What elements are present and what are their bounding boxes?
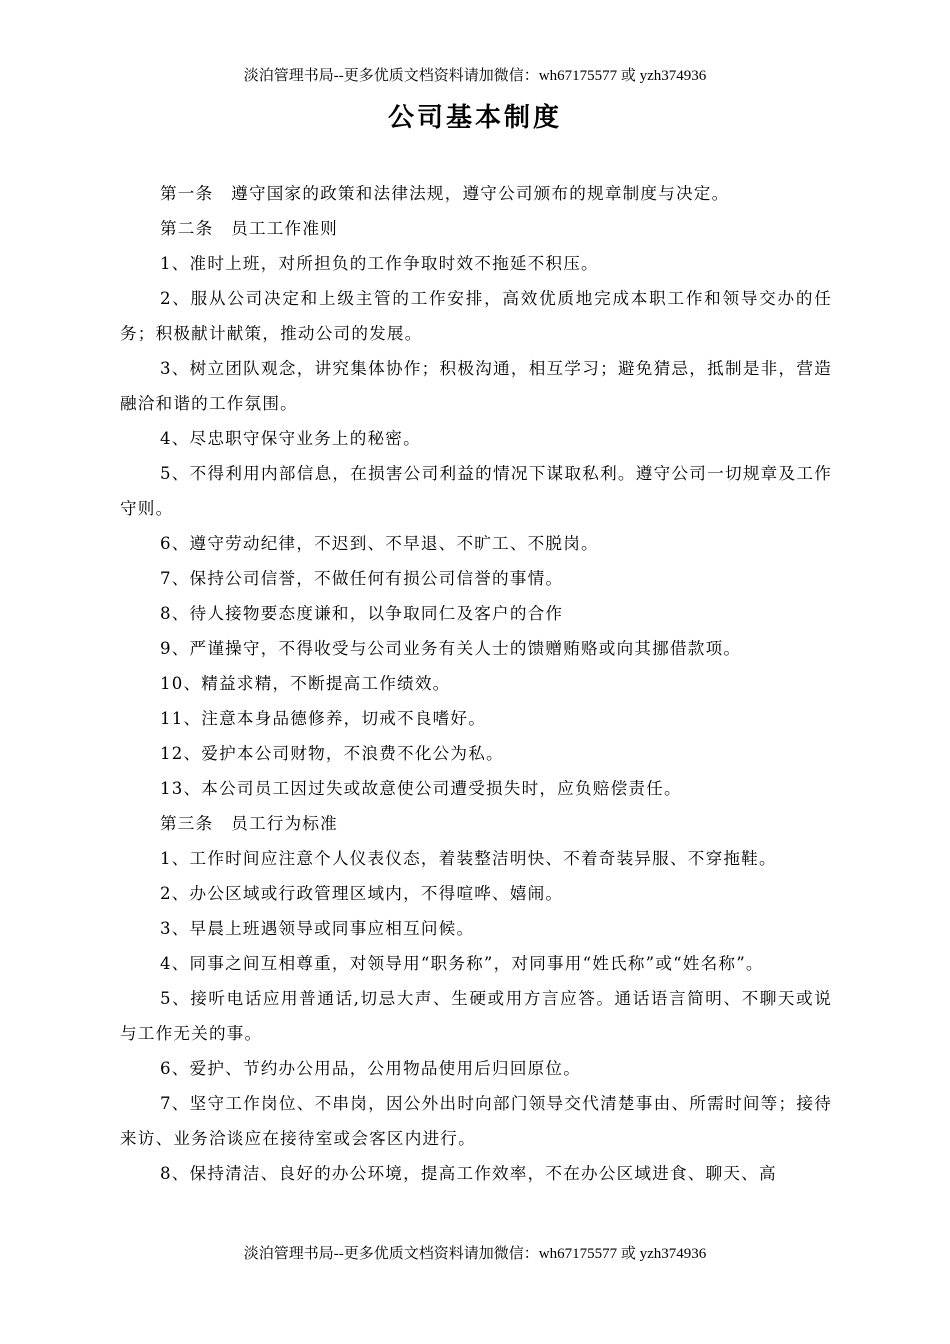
conduct-item: 8、保持清洁、良好的办公环境，提高工作效率，不在办公区域进食、聊天、高 [160,1164,777,1183]
article-3-heading: 第三条 员工行为标准 [160,814,338,833]
rule-item: 12、爱护本公司财物，不浪费不化公为私。 [160,744,504,763]
conduct-item: 3、早晨上班遇领导或同事应相互问候。 [160,919,475,938]
rule-item: 5、不得利用内部信息，在损害公司利益的情况下谋取私利。遵守公司一切规章及工作守则。 [120,464,832,518]
document-body [120,176,832,1191]
page-title: 公司基本制度 [387,103,562,133]
rule-item: 2、服从公司决定和上级主管的工作安排，高效优质地完成本职工作和领导交办的任务；积极献计献策，推动公司的发展。 [120,289,832,343]
rule-item: 11、注意本身品德修养，切戒不良嗜好。 [160,709,487,728]
rule-item: 8、待人接物要态度谦和，以争取同仁及客户的合作 [160,604,564,623]
rule-item: 13、本公司员工因过失或故意使公司遭受损失时，应负赔偿责任。 [160,779,682,798]
footer-note: 淡泊管理书局--更多优质文档资料请加微信：wh67175577 或 yzh374936 [243,1246,707,1262]
conduct-item: 5、接听电话应用普通话,切忌大声、生硬或用方言应答。通话语言简明、不聊天或说与工作无关的事。 [120,989,832,1043]
rule-item: 1、准时上班，对所担负的工作争取时效不拖延不积压。 [160,254,599,273]
conduct-item: 1、工作时间应注意个人仪表仪态，着装整洁明快、不着奇装异服、不穿拖鞋。 [160,849,777,868]
rule-item: 7、保持公司信誉，不做任何有损公司信誉的事情。 [160,569,564,588]
conduct-item: 2、办公区域或行政管理区域内，不得喧哗、嬉闹。 [160,884,564,903]
conduct-item: 6、爱护、节约办公用品，公用物品使用后归回原位。 [160,1059,582,1078]
header-note: 淡泊管理书局--更多优质文档资料请加微信：wh67175577 或 yzh374936 [243,68,707,84]
article-1: 第一条 遵守国家的政策和法律法规，遵守公司颁布的规章制度与决定。 [160,184,730,203]
rule-item: 4、尽忠职守保守业务上的秘密。 [160,429,421,448]
rule-item: 9、严谨操守，不得收受与公司业务有关人士的馈赠贿赂或向其挪借款项。 [160,639,742,658]
article-2-heading: 第二条 员工工作准则 [160,219,338,238]
rule-item: 3、树立团队观念，讲究集体协作；积极沟通，相互学习；避免猜忌，抵制是非，营造融洽和谐的工作氛围。 [120,359,832,413]
conduct-item: 7、坚守工作岗位、不串岗，因公外出时向部门领导交代清楚事由、所需时间等；接待来访、业务洽谈应在接待室或会客区内进行。 [120,1094,832,1148]
rule-item: 10、精益求精，不断提高工作绩效。 [160,674,451,693]
rule-item: 6、遵守劳动纪律，不迟到、不早退、不旷工、不脱岗。 [160,534,599,553]
conduct-item: 4、同事之间互相尊重，对领导用“职务称”，对同事用“姓氏称”或“姓名称”。 [160,954,764,973]
